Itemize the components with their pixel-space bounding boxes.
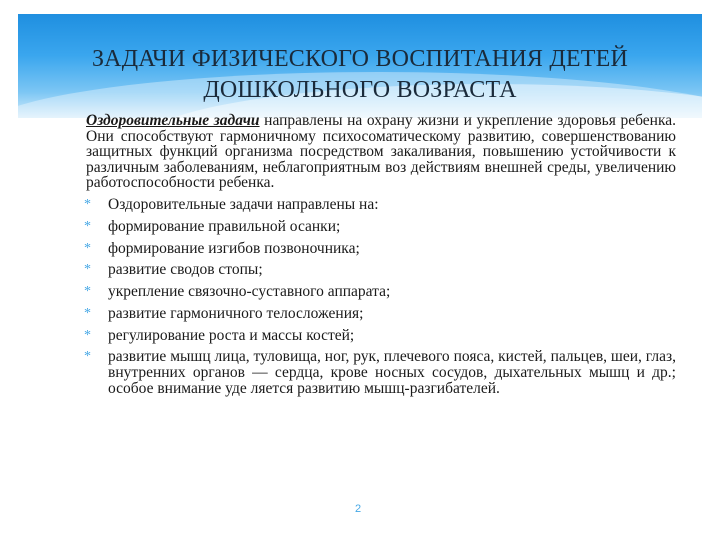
slide-title xyxy=(18,44,702,106)
bullet-icon: * xyxy=(84,284,91,300)
bullet-icon: * xyxy=(84,240,91,256)
list-item-text: развитие мышц лица, туловища, ног, рук, плечевого пояса, кистей, пальцев, шеи, глаз, внутренних органов — сердца, крове носных сосудов, дыхательных мышц и др.; особое внимание уде ляется развитию мышц-разгибателей. xyxy=(108,348,676,397)
list-item-text: формирование правильной осанки; xyxy=(108,217,341,235)
list-item xyxy=(86,197,676,213)
page-number: 2 xyxy=(355,503,362,515)
list-item-text: развитие сводов стопы; xyxy=(108,261,263,279)
intro-text: направлены на охрану жизни и укрепление здоровья ребенка. Они способствуют гармоничному психосоматическому развитию, совершенствованию защитных функций организма посредством закаливания, повышению устойчивости к различным заболеваниям, неблагоприятным воз действиям внешней среды, увеличению работоспособности ребенка. xyxy=(86,112,676,192)
bullet-icon: * xyxy=(84,327,91,343)
list-item xyxy=(86,306,676,322)
bullet-icon: * xyxy=(84,305,91,321)
list-item-text: укрепление связочно-суставного аппарата; xyxy=(108,283,391,301)
list-item xyxy=(86,262,676,278)
bullet-icon: * xyxy=(84,218,91,234)
list-item xyxy=(86,284,676,300)
bullet-icon: * xyxy=(84,196,91,212)
task-list xyxy=(86,197,676,396)
intro-paragraph xyxy=(86,113,676,191)
list-item xyxy=(86,219,676,235)
list-item-text: Оздоровительные задачи направлены на: xyxy=(108,195,379,213)
list-item xyxy=(86,241,676,257)
slide-title-line-1: ЗАДАЧИ ФИЗИЧЕСКОГО ВОСПИТАНИЯ ДЕТЕЙ xyxy=(91,46,629,72)
list-item-text: регулирование роста и массы костей; xyxy=(108,326,355,344)
list-item-text: развитие гармоничного телосложения; xyxy=(108,304,364,322)
list-item xyxy=(86,349,676,396)
bullet-icon: * xyxy=(84,349,91,365)
slide-title-line-2: ДОШКОЛЬНОГО ВОЗРАСТА xyxy=(203,77,517,103)
list-item xyxy=(86,328,676,344)
bullet-icon: * xyxy=(84,262,91,278)
list-item-text: формирование изгибов позвоночника; xyxy=(108,239,360,257)
intro-lead-term: Оздоровительные задачи xyxy=(86,112,260,129)
slide-content xyxy=(86,113,676,396)
